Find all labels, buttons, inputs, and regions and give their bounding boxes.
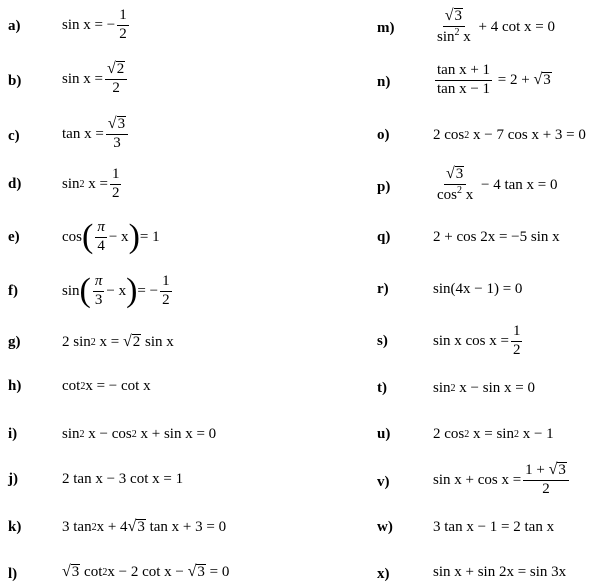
equation-t: sin 2 x − sin x = 0 (433, 379, 535, 396)
label-a: a) (8, 18, 21, 34)
label-i: i) (8, 426, 18, 442)
equation-j: 2 tan x − 3 cot x = 1 (62, 470, 184, 487)
fraction: $\frac{1}{2}$ (119, 6, 127, 42)
label-t: t) (377, 380, 387, 396)
label-e: e) (8, 229, 20, 245)
equation-b: sin x = √ 2 2 (62, 55, 129, 103)
label-j: j) (8, 471, 18, 487)
label-k: k) (8, 519, 22, 535)
fraction: $\frac{\pi}{4}$ (97, 218, 105, 254)
equation-g: 2 sin 2 x = √ 2 sin x (62, 332, 174, 350)
label-g: g) (8, 334, 21, 350)
fraction: √ 3 $\cos^2 x$ (437, 165, 474, 203)
fraction: √ 3 $\sin^2 x$ (437, 7, 471, 45)
fraction: $\frac{1}{2}$ (512, 322, 521, 358)
label-d: d) (8, 176, 22, 192)
label-m: m) (377, 20, 395, 36)
equation-s: sin x cos x = $\frac{1}{2}$ (433, 322, 521, 358)
equation-f: sin ( $\frac{\pi}{3}$ − x ) = − $\frac{1}{2}$ (62, 272, 170, 309)
fraction: $\frac{\text{tan x + 1}}{\text{tan x − 1}}$ (437, 61, 491, 97)
label-u: u) (377, 426, 391, 442)
fraction: $\frac{1}{2}$ (162, 272, 170, 308)
equation-e: cos ( $\frac{\pi}{4}$ − x ) = 1 (62, 218, 160, 255)
equation-w: 3 tan x − 1 = 2 tan x (433, 518, 555, 535)
label-n: n) (377, 74, 391, 90)
label-l: l) (8, 566, 18, 582)
label-f: f) (8, 283, 18, 299)
equation-x: sin x + sin 2x = sin 3x (433, 563, 567, 580)
label-p: p) (377, 179, 391, 195)
label-c: c) (8, 128, 20, 144)
label-o: o) (377, 127, 390, 143)
equation-i: sin 2 x − cos 2 x + sin x = 0 (62, 425, 217, 442)
equation-r: sin(4x − 1) = 0 (433, 280, 523, 297)
fraction: $\frac{1}{2}$ (111, 165, 120, 201)
label-b: b) (8, 73, 22, 89)
equation-m: √ 3 $\sin^2 x$ + 4 cot x = 0 (437, 7, 556, 45)
fraction: $\frac{\pi}{3}$ (94, 272, 103, 308)
equation-k: 3 tan 2 x + 4 √ 3 tan x + 3 = 0 (62, 517, 227, 535)
equation-q: 2 + cos 2x = −5 sin x (433, 228, 560, 245)
equation-l: √ 3 cot 2 x − 2 cot x − √ 3 = 0 (62, 562, 230, 580)
label-v: v) (377, 474, 390, 490)
label-h: h) (8, 378, 22, 394)
label-r: r) (377, 281, 389, 297)
fraction: √ 2 2 (105, 61, 127, 97)
fraction: 1 + √ 3 2 (523, 462, 569, 498)
label-w: w) (377, 519, 393, 535)
label-s: s) (377, 333, 388, 349)
equation-h: cot 2 x = − cot x (62, 377, 151, 394)
equation-p: √ 3 $\cos^2 x$ − 4 tan x = 0 (437, 165, 558, 203)
equation-d: sin 2 x = $\frac{1}{2}$ (62, 165, 120, 201)
equation-u: 2 cos 2 x = sin 2 x − 1 (433, 425, 554, 442)
label-x: x) (377, 566, 390, 582)
label-q: q) (377, 229, 391, 245)
equation-c: tan x = √ 3 3 (62, 110, 130, 158)
equation-n: $\frac{\text{tan x + 1}}{\text{tan x − 1}}$ = 2 + √ 3 (437, 61, 551, 97)
equation-v: sin x + cos x = 1 + √ 3 2 (433, 455, 571, 505)
equation-o: 2 cos 2 x − 7 cos x + 3 = 0 (433, 126, 586, 143)
fraction: √ 3 3 (106, 116, 128, 152)
equation-a: sin x = − $\frac{1}{2}$ (62, 6, 127, 42)
